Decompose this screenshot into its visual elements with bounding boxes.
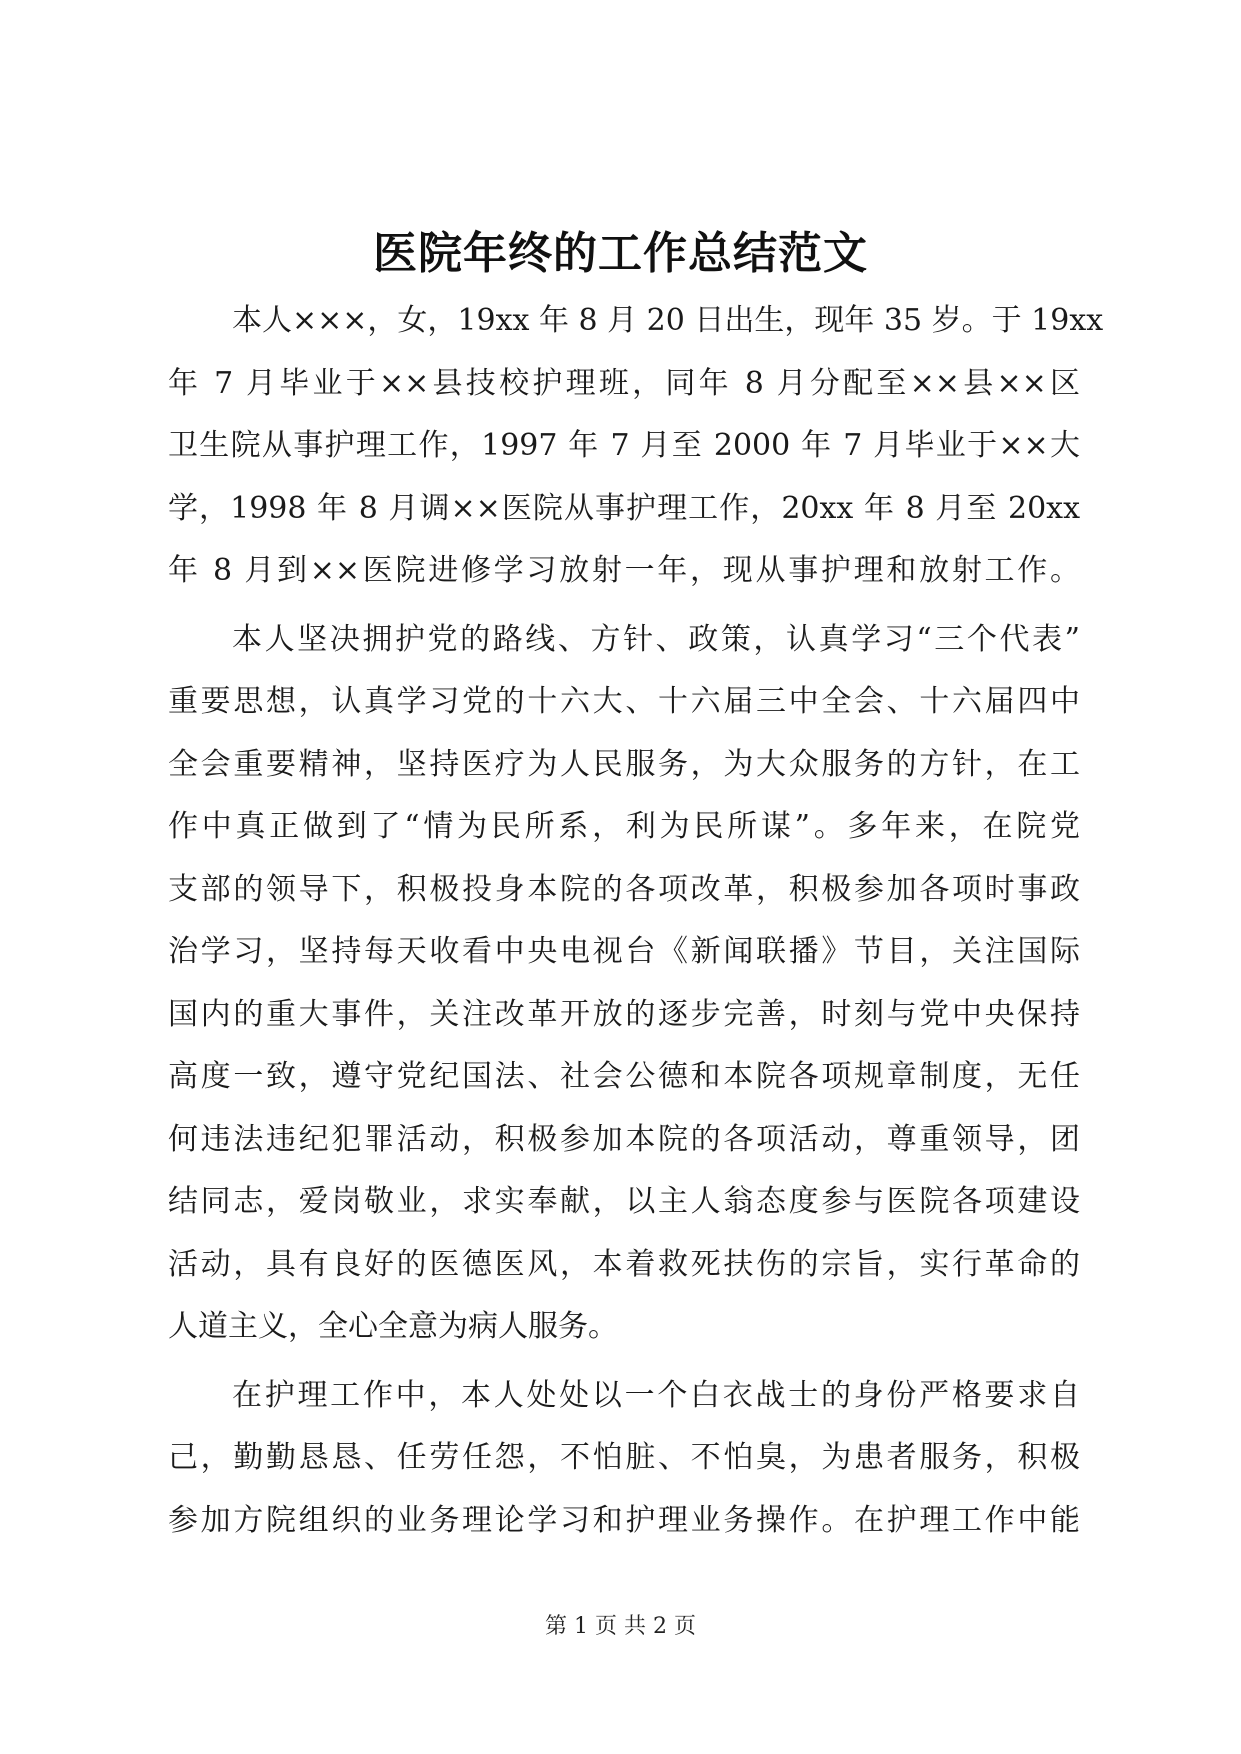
paragraph-1 [168, 290, 1104, 603]
text-line: 高度一致，遵守党纪国法、社会公德和本院各项规章制度，无任 [168, 1059, 1080, 1094]
text-line: 年 7 月毕业于××县技校护理班，同年 8 月分配至××县××区 [168, 365, 1080, 401]
text-line: 年 8 月到××医院进修学习放射一年，现从事护理和放射工作。 [168, 553, 1080, 588]
text-line: 结同志，爱岗敬业，求实奉献，以主人翁态度参与医院各项建设 [168, 1184, 1080, 1219]
paragraph-2 [168, 609, 1080, 1359]
text-line: 重要思想，认真学习党的十六大、十六届三中全会、十六届四中 [168, 684, 1080, 719]
document-title: 医院年终的工作总结范文 [373, 228, 868, 279]
text-line: 参加方院组织的业务理论学习和护理业务操作。在护理工作中能 [168, 1502, 1080, 1538]
text-line: 本人×××，女，19xx 年 8 月 20 日出生，现年 35 岁。于 19xx [232, 303, 1104, 338]
text-line: 在护理工作中，本人处处以一个白衣战士的身份严格要求自 [232, 1377, 1080, 1413]
text-line: 治学习，坚持每天收看中央电视台《新闻联播》节目，关注国际 [168, 934, 1080, 969]
text-line: 卫生院从事护理工作，1997 年 7 月至 2000 年 7 月毕业于××大 [168, 428, 1080, 463]
paragraph-3 [168, 1365, 1080, 1553]
text-line: 人道主义，全心全意为病人服务。 [168, 1309, 618, 1344]
text-line: 全会重要精神，坚持医疗为人民服务，为大众服务的方针，在工 [168, 746, 1080, 782]
text-line: 作中真正做到了“情为民所系，利为民所谋”。多年来，在院党 [168, 809, 1080, 844]
page-number-footer: 第 1 页 共 2 页 [545, 1614, 696, 1639]
text-line: 本人坚决拥护党的路线、方针、政策，认真学习“三个代表” [232, 621, 1080, 657]
text-line: 活动，具有良好的医德医风，本着救死扶伤的宗旨，实行革命的 [168, 1246, 1080, 1282]
text-line: 何违法违纪犯罪活动，积极参加本院的各项活动，尊重领导，团 [168, 1121, 1080, 1157]
text-line: 支部的领导下，积极投身本院的各项改革，积极参加各项时事政 [168, 871, 1080, 907]
document-body [168, 290, 1104, 1552]
text-line: 国内的重大事件，关注改革开放的逐步完善，时刻与党中央保持 [168, 996, 1080, 1032]
text-line: 学，1998 年 8 月调××医院从事护理工作，20xx 年 8 月至 20xx [168, 490, 1080, 526]
text-line: 己，勤勤恳恳、任劳任怨，不怕脏、不怕臭，为患者服务，积极 [168, 1440, 1080, 1475]
